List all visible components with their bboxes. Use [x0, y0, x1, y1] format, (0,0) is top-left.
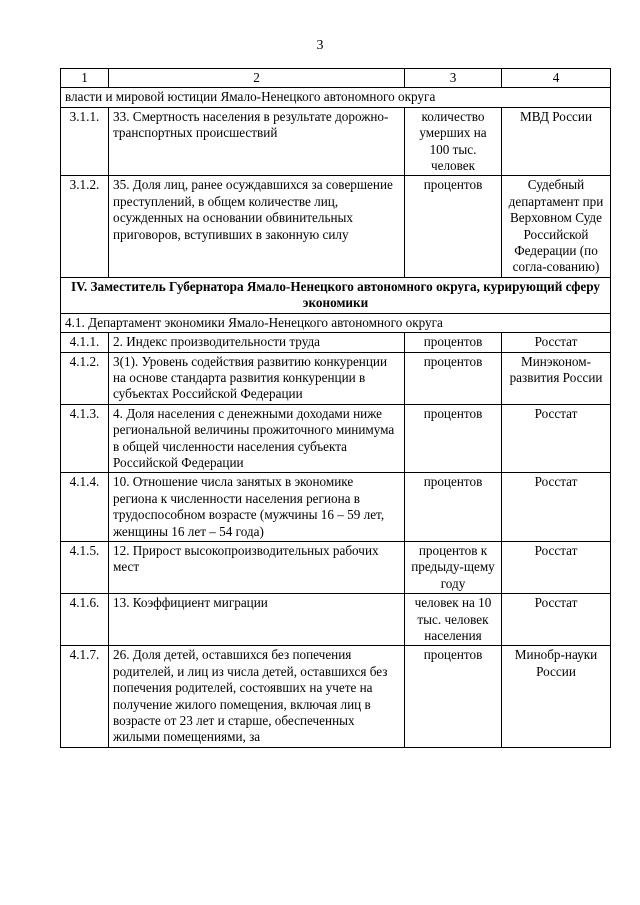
indicator-name: 13. Коэффициент миграции — [109, 594, 405, 646]
unit-of-measure: процентов — [405, 352, 502, 404]
column-header-3: 3 — [405, 69, 502, 88]
row-number: 3.1.2. — [61, 176, 109, 277]
table-row — [61, 404, 611, 473]
unit-of-measure: количество умерших на 100 тыс. человек — [405, 107, 502, 176]
unit-of-measure: процентов — [405, 473, 502, 542]
data-source: Минобр-науки России — [502, 646, 611, 747]
indicators-table — [60, 68, 611, 748]
table-row — [61, 88, 611, 107]
page-number: 3 — [316, 38, 324, 53]
indicator-name: 2. Индекс производительности труда — [109, 333, 405, 352]
column-header-2: 2 — [109, 69, 405, 88]
table-row — [61, 646, 611, 747]
unit-of-measure: процентов — [405, 646, 502, 747]
table-row — [61, 541, 611, 593]
data-source: Росстат — [502, 404, 611, 473]
row-number: 4.1.1. — [61, 333, 109, 352]
data-source: Судебный департамент при Верховном Суде Российской Федерации (по согла-сованию) — [502, 176, 611, 277]
column-header-4: 4 — [502, 69, 611, 88]
section-row — [61, 277, 611, 313]
subsection-heading: 4.1. Департамент экономики Ямало-Ненецкого автономного округа — [61, 313, 611, 332]
data-source: МВД России — [502, 107, 611, 176]
indicator-name: 33. Смертность населения в результате дорожно-транспортных происшествий — [109, 107, 405, 176]
data-source: Росстат — [502, 473, 611, 542]
unit-of-measure: процентов к предыду-щему году — [405, 541, 502, 593]
data-source: Минэконом-развития России — [502, 352, 611, 404]
table-row — [61, 313, 611, 332]
indicator-name: 35. Доля лиц, ранее осуждавшихся за совершение преступлений, в общем количестве лиц, осужденных на основании обвинительных приговоров, вступивших в законную силу — [109, 176, 405, 277]
row-number: 4.1.6. — [61, 594, 109, 646]
table-header-row — [61, 69, 611, 88]
row-number: 3.1.1. — [61, 107, 109, 176]
column-header-1: 1 — [61, 69, 109, 88]
data-source: Росстат — [502, 541, 611, 593]
subsection-continuation: власти и мировой юстиции Ямало-Ненецкого автономного округа — [61, 88, 611, 107]
indicator-name: 4. Доля населения с денежными доходами ниже региональной величины прожиточного минимума в общей численности населения субъекта Российской Федерации — [109, 404, 405, 473]
row-number: 4.1.4. — [61, 473, 109, 542]
table-row — [61, 333, 611, 352]
row-number: 4.1.3. — [61, 404, 109, 473]
row-number: 4.1.5. — [61, 541, 109, 593]
table-row — [61, 176, 611, 277]
table-row — [61, 352, 611, 404]
unit-of-measure: человек на 10 тыс. человек населения — [405, 594, 502, 646]
row-number: 4.1.7. — [61, 646, 109, 747]
table-row — [61, 473, 611, 542]
unit-of-measure: процентов — [405, 404, 502, 473]
row-number: 4.1.2. — [61, 352, 109, 404]
table-row — [61, 107, 611, 176]
indicator-name: 26. Доля детей, оставшихся без попечения родителей, и лиц из числа детей, оставшихся без попечения родителей, состоявших на учете на получение жилого помещения, включая лиц в возрасте от 23 лет и старше, обеспеченных жилыми помещениями, за — [109, 646, 405, 747]
indicator-name: 3(1). Уровень содействия развитию конкуренции на основе стандарта развития конкуренции в субъектах Российской Федерации — [109, 352, 405, 404]
data-source: Росстат — [502, 594, 611, 646]
indicator-name: 10. Отношение числа занятых в экономике региона к численности населения региона в трудоспособном возрасте (мужчины 16 – 59 лет, женщины 16 лет – 54 года) — [109, 473, 405, 542]
unit-of-measure: процентов — [405, 333, 502, 352]
table-row — [61, 594, 611, 646]
data-source: Росстат — [502, 333, 611, 352]
unit-of-measure: процентов — [405, 176, 502, 277]
section-heading: IV. Заместитель Губернатора Ямало-Ненецкого автономного округа, курирующий сферу экономики — [61, 277, 611, 313]
indicator-name: 12. Прирост высокопроизводительных рабочих мест — [109, 541, 405, 593]
